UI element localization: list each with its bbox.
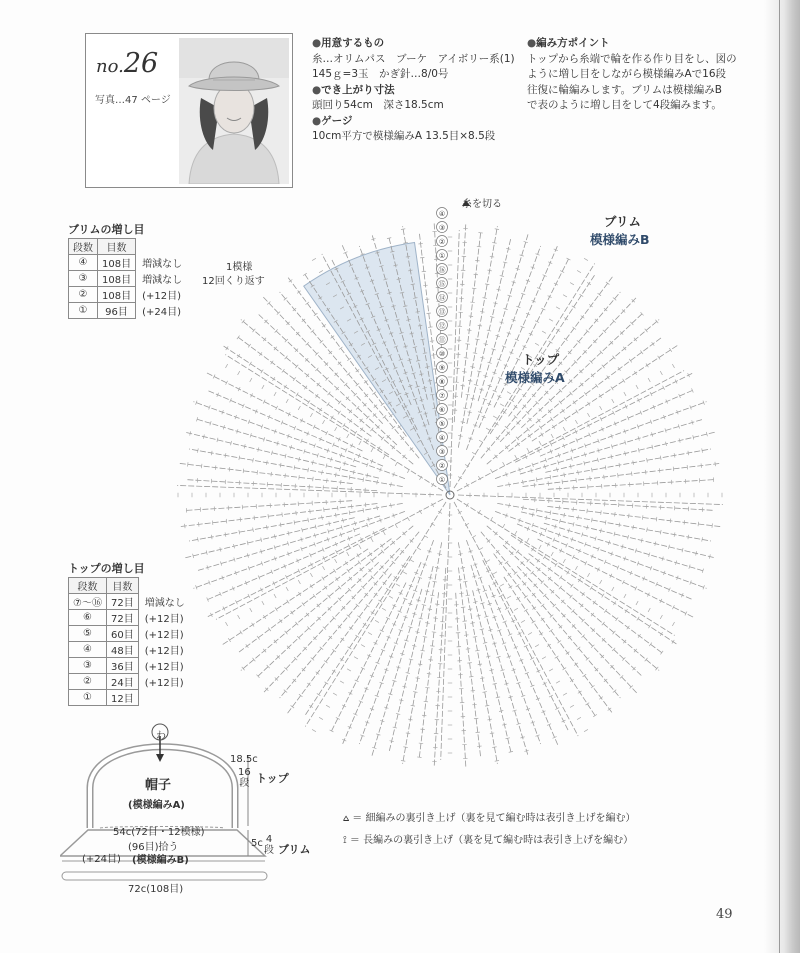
points-block: ●編み方ポイント トップから糸端で輪を作る作り目をし、図の ように増し目をしながら模様編みAで16段 往復に輪編みします。ブリムは模様編みB で表のように増し目をして4段編みます。: [527, 36, 757, 114]
row-number: [437, 432, 448, 443]
table-row: ③ 36目 (+12目): [69, 658, 190, 674]
stitch-ray: [193, 511, 404, 588]
brim-pattern-label: 模様編みB: [590, 232, 650, 247]
table-row: ⑤ 60目 (+12目): [69, 626, 190, 642]
stitch-ray: [548, 480, 715, 490]
row-number: [437, 418, 448, 429]
svg-text:②: ②: [438, 238, 446, 246]
table-row: ⑦～⑯ 72目 増減なし: [69, 594, 190, 610]
header-stitches: 目数: [98, 239, 136, 255]
row-number: [437, 348, 448, 359]
row-number: [437, 474, 448, 485]
stitch-ray: [342, 562, 421, 746]
stitch-ray: [473, 590, 512, 752]
table-row: ① 96目 (+24目): [69, 303, 187, 319]
stitch-ray: [457, 499, 675, 635]
stitch-ray: [466, 540, 540, 744]
row-number: [437, 264, 448, 275]
hat-schematic: [60, 718, 340, 893]
circumference-label: 54c(72目・12模様): [113, 827, 205, 838]
stitch-ray: [196, 419, 356, 467]
repeat-label-2: 12回くり返す: [202, 276, 265, 287]
hat-pattern-a: (模様編みA): [128, 800, 185, 811]
title-box: [85, 33, 293, 188]
top-table-title: トップの増し目: [68, 562, 145, 575]
svg-text:⑮: ⑮: [438, 280, 446, 288]
legend-item: ⟟ ＝ 長編みの裏引き上げ（裏を見て編む時は表引き上げを編む）: [343, 835, 634, 846]
stitch-ray: [495, 402, 706, 479]
stitch-ray: [184, 432, 379, 478]
materials-heading: 用意するもの: [321, 37, 385, 49]
svg-text:⑦: ⑦: [438, 392, 446, 400]
row-number: [437, 446, 448, 457]
table-row: ④ 48目 (+12目): [69, 642, 190, 658]
svg-text:⑯: ⑯: [438, 266, 446, 274]
svg-text:⑥: ⑥: [438, 406, 446, 414]
svg-text:①: ①: [438, 252, 446, 260]
row-number: [437, 208, 448, 219]
points-heading: 編み方ポイント: [536, 37, 610, 49]
stitch-ray: [441, 503, 450, 760]
stitch-ray: [189, 449, 403, 487]
stitch-ray: [185, 501, 352, 511]
svg-text:⑭: ⑭: [438, 294, 446, 302]
hat-pattern-b: (模様編みB): [132, 855, 189, 866]
top-label: トップ: [522, 352, 560, 367]
table-row: ④ 108目 増減なし: [69, 255, 187, 271]
row-number: [437, 334, 448, 345]
row-number: [437, 460, 448, 471]
svg-text:⑤: ⑤: [438, 420, 446, 428]
gauge-heading: ゲージ: [321, 114, 353, 127]
pickup-label: (96目)拾う: [128, 842, 179, 853]
row-number: [437, 278, 448, 289]
yarn-amount-line: 145ｇ=3玉 かぎ針…8/0号: [312, 68, 449, 80]
front-post-sc-symbol-icon: ⩟: [343, 813, 350, 824]
materials-block: ●用意するもの 糸…オリムパス ブーケ アイボリー系(1) 145ｇ=3玉 かぎ針…8/0号 ●でき上がり寸法 頭回り54cm 深さ18.5cm ●ゲージ 10cm平方で模様編みA 13.5目×8.5段: [312, 36, 515, 145]
stitch-ray: [179, 503, 378, 526]
points-line: ように増し目をしながら模様編みAで16段: [527, 68, 727, 80]
yarn-line: 糸…オリムパス ブーケ アイボリー系(1): [312, 52, 515, 65]
cut-yarn-label: 糸を切る: [462, 199, 502, 210]
svg-text:⑨: ⑨: [438, 364, 446, 372]
row-number: [437, 222, 448, 233]
ring-label: わ: [156, 731, 166, 742]
stitch-ray: [457, 371, 684, 491]
photo-reference: 写真…47 ページ: [95, 95, 171, 106]
stitch-ray: [544, 523, 704, 571]
stitch-ray: [216, 499, 443, 619]
hat-name: 帽子: [145, 778, 172, 793]
stitch-ray: [263, 548, 400, 693]
pattern-number: no.26: [96, 48, 159, 79]
stitch-ray: [495, 511, 706, 588]
row-number: [437, 390, 448, 401]
row-number: [437, 306, 448, 317]
svg-text:④: ④: [438, 434, 446, 442]
brim-table-title: ブリムの増し目: [68, 223, 145, 236]
table-row: ① 12目: [69, 690, 190, 706]
brim-label: ブリム: [604, 214, 642, 229]
brim-depth: 5c: [251, 838, 263, 849]
model-photo: [179, 38, 289, 184]
svg-text:③: ③: [438, 224, 446, 232]
svg-text:⑪: ⑪: [438, 336, 446, 344]
size-line: 頭回り54cm 深さ18.5cm: [312, 99, 444, 111]
svg-text:④: ④: [438, 210, 446, 218]
points-line: トップから糸端で輪を作る作り目をし、図の: [527, 52, 737, 65]
brim-rows: 4 段: [264, 834, 274, 856]
top-depth: 18.5c: [230, 754, 258, 765]
header-stitches: 目数: [106, 578, 138, 594]
top-pattern-label: 模様編みA: [505, 370, 565, 385]
top-rows: 16 段: [238, 767, 251, 789]
stitch-ray: [241, 526, 413, 671]
table-row: ③ 108目 増減なし: [69, 271, 187, 287]
svg-text:③: ③: [438, 448, 446, 456]
svg-text:⑬: ⑬: [438, 308, 446, 316]
row-number: [437, 404, 448, 415]
legend-item: ⩟ ＝ 細編みの裏引き上げ（裏を見て編む時は表引き上げを編む）: [343, 813, 636, 824]
brim-part-label: ブリム: [278, 843, 311, 856]
stitch-ray: [479, 244, 558, 428]
gutter-line: [779, 0, 780, 953]
table-row: ⑥ 72目 (+12目): [69, 610, 190, 626]
page-number: 49: [716, 907, 733, 922]
row-number: [437, 376, 448, 387]
points-line: 往復に輪編みします。ブリムは模様編みB: [527, 83, 722, 96]
table-row: ② 24目 (+12目): [69, 674, 190, 690]
stitch-ray: [523, 463, 722, 486]
top-part-label: トップ: [256, 772, 289, 785]
stitch-ray: [193, 402, 404, 479]
stitch-ray: [521, 512, 716, 558]
row-number: [437, 320, 448, 331]
points-line: で表のように増し目をして4段編みます。: [527, 99, 722, 111]
svg-text:⑧: ⑧: [438, 378, 446, 386]
size-heading: でき上がり寸法: [321, 83, 395, 96]
row-number: [437, 362, 448, 373]
crochet-chart: [170, 200, 730, 780]
stitch-ray: [487, 320, 659, 465]
svg-text:②: ②: [438, 462, 446, 470]
increase-label: (+24目): [82, 854, 121, 865]
stitch-ray: [450, 230, 459, 487]
table-row: ② 108目 (+12目): [69, 287, 187, 303]
stitch-ray: [497, 503, 711, 541]
stitch-ray: [189, 503, 403, 541]
stitch-ray: [257, 562, 378, 677]
row-number: [437, 292, 448, 303]
book-gutter: [764, 0, 800, 953]
header-rows: 段数: [69, 578, 107, 594]
stitch-ray: [331, 583, 406, 732]
gauge-line: 10cm平方で模様編みA 13.5目×8.5段: [312, 130, 496, 142]
stitch-ray: [487, 526, 659, 671]
row-number: [437, 250, 448, 261]
svg-text:⑩: ⑩: [438, 350, 446, 358]
brim-circumference: 72c(108目): [128, 884, 184, 895]
stitch-ray: [497, 449, 711, 487]
row-number: [437, 236, 448, 247]
svg-text:①: ①: [438, 476, 446, 484]
front-post-dc-symbol-icon: ⟟: [343, 835, 347, 846]
svg-text:⑫: ⑫: [438, 322, 446, 330]
header-rows: 段数: [69, 239, 98, 255]
repeat-label-1: 1模様: [226, 262, 253, 273]
